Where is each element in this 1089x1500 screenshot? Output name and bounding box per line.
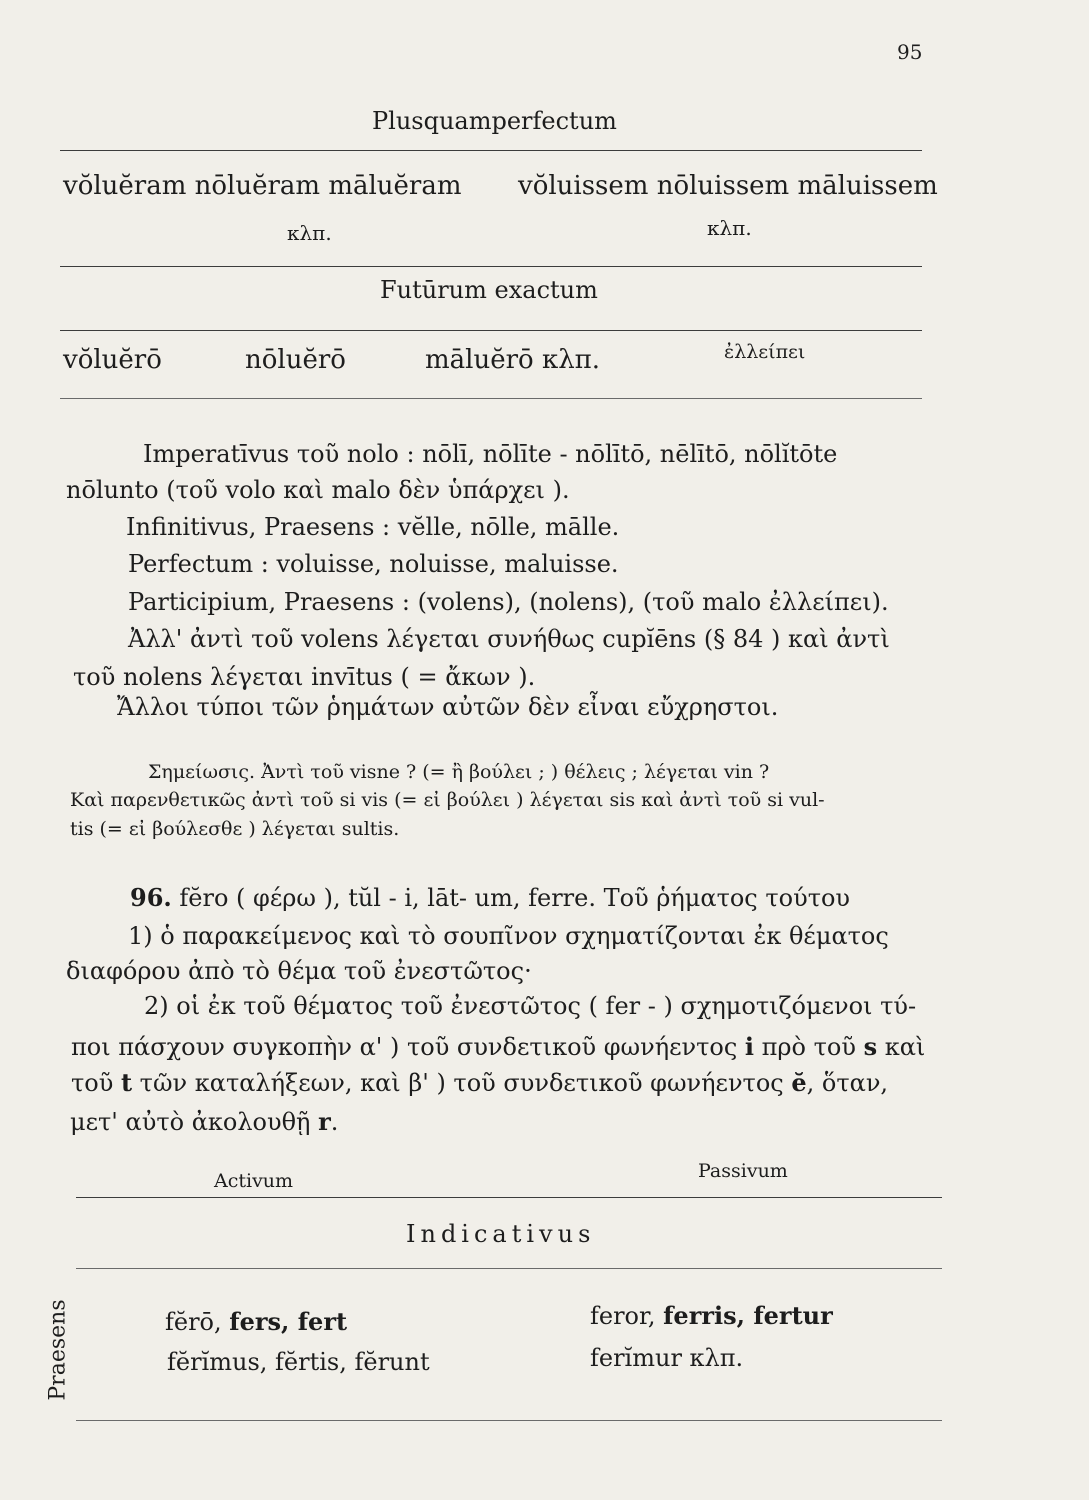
text-line bbox=[70, 1107, 338, 1136]
futurum-form-nolo: nōluĕrō bbox=[245, 345, 346, 375]
divider bbox=[76, 1197, 942, 1198]
divider bbox=[60, 266, 922, 267]
activum-row-1 bbox=[165, 1307, 347, 1336]
divider bbox=[60, 398, 922, 399]
text-line: Infinitivus, Praesens : vĕlle, nōlle, mālle. bbox=[126, 513, 620, 541]
passivum-row-1 bbox=[590, 1301, 833, 1330]
activum-label: Activum bbox=[214, 1170, 294, 1192]
futurum-form-volo: vŏluĕrō bbox=[63, 345, 162, 375]
text-fragment: fĕrō, bbox=[165, 1308, 230, 1336]
text-fragment: . bbox=[330, 1108, 339, 1136]
text-line bbox=[71, 1032, 925, 1061]
futurum-form-malo: māluĕrō κλπ. bbox=[425, 345, 601, 375]
divider bbox=[60, 150, 922, 151]
passivum-label: Passivum bbox=[698, 1160, 788, 1182]
note-line: Καὶ παρενθετικῶς ἀντὶ τοῦ si vis (= εἰ βούλει ) λέγεται sis καὶ ἀντὶ τοῦ si vul- bbox=[70, 789, 825, 811]
text-fragment: μετ' αὐτὸ ἀκολουθῇ bbox=[70, 1108, 319, 1136]
text-fragment: τοῦ bbox=[71, 1069, 121, 1097]
text-line: Perfectum : voluisse, noluisse, maluisse. bbox=[128, 550, 619, 578]
plusquamperfectum-right-forms: vŏluissem nōluissem māluissem bbox=[518, 171, 938, 201]
text-fragment-bold: ferris, fertur bbox=[663, 1301, 833, 1330]
plusquamperfectum-right-etc: κλπ. bbox=[707, 216, 752, 240]
text-line: διαφόρου ἀπὸ τὸ θέμα τοῦ ἐνεστῶτος· bbox=[66, 957, 532, 985]
text-line bbox=[71, 1068, 888, 1097]
text-fragment: καὶ bbox=[877, 1033, 926, 1061]
text-fragment: ποι πάσχουν συγκοπὴν α' ) τοῦ συνδετικοῦ φωνήεντος bbox=[71, 1033, 745, 1061]
text-fragment: feror, bbox=[590, 1302, 664, 1330]
note-line: tis (= εἰ βούλεσθε ) λέγεται sultis. bbox=[70, 818, 400, 840]
futurum-exactum-heading: Futūrum exactum bbox=[380, 276, 598, 304]
text-line: nōlunto (τοῦ volo καὶ malo δὲν ὑπάρχει ). bbox=[66, 476, 570, 504]
passivum-row-2: ferĭmur κλπ. bbox=[590, 1344, 744, 1372]
text-line: Ἄλλοι τύποι τῶν ῥημάτων αὐτῶν δὲν εἶναι εὔχρηστοι. bbox=[117, 693, 779, 721]
plusquamperfectum-left-forms: vŏluĕram nōluĕram māluĕram bbox=[63, 171, 462, 201]
text-line: Ἀλλ' ἀντὶ τοῦ volens λέγεται συνήθως cupĭēns (§ 84 ) καὶ ἀντὶ bbox=[128, 625, 890, 653]
text-line: Imperatīvus τοῦ nolo : nōlī, nōlīte - nōlītō, nēlītō, nōlĭtōte bbox=[143, 440, 838, 468]
indicativus-heading: Indicativus bbox=[406, 1220, 596, 1248]
note-line: Σημείωσις. Ἀντὶ τοῦ visne ? (= ἢ βούλει ; ) θέλεις ; λέγεται vin ? bbox=[148, 761, 770, 783]
text-fragment-bold: t bbox=[120, 1068, 133, 1097]
text-fragment-bold: ĕ bbox=[791, 1068, 807, 1097]
text-fragment: πρὸ τοῦ bbox=[754, 1033, 864, 1061]
text-fragment-bold: fers, fert bbox=[229, 1307, 348, 1336]
section-number: 96. bbox=[130, 883, 172, 912]
futurum-note: ἐλλείπει bbox=[724, 341, 806, 363]
text-fragment: , ὅταν, bbox=[806, 1069, 889, 1097]
section-96-line bbox=[130, 883, 850, 912]
page-number: 95 bbox=[897, 40, 923, 64]
text-line: 1) ὁ παρακείμενος καὶ τὸ σουπῖνον σχηματίζονται ἐκ θέματος bbox=[128, 922, 889, 950]
activum-row-2: fĕrĭmus, fĕrtis, fĕrunt bbox=[167, 1348, 430, 1376]
text-fragment-bold: r bbox=[318, 1107, 331, 1136]
plusquamperfectum-heading: Plusquamperfectum bbox=[372, 107, 617, 135]
divider bbox=[60, 330, 922, 331]
divider bbox=[76, 1420, 942, 1421]
section-96-text: fĕro ( φέρω ), tŭl - i, lāt- um, ferre. Τοῦ ῥήματος τούτου bbox=[179, 884, 851, 912]
text-line: τοῦ nolens λέγεται invītus ( = ἄκων ). bbox=[73, 663, 536, 691]
divider bbox=[76, 1268, 942, 1269]
text-fragment-bold: s bbox=[863, 1032, 878, 1061]
praesens-label: Praesens bbox=[45, 1299, 71, 1401]
text-fragment: τῶν καταλήξεων, καὶ β' ) τοῦ συνδετικοῦ φωνήεντος bbox=[132, 1069, 792, 1097]
text-line: Participium, Praesens : (volens), (nolens), (τοῦ malo ἐλλείπει). bbox=[128, 588, 889, 616]
text-line: 2) οἱ ἐκ τοῦ θέματος τοῦ ἐνεστῶτος ( fer - ) σχημοτιζόμενοι τύ- bbox=[144, 992, 917, 1020]
text-fragment-bold: i bbox=[744, 1032, 755, 1061]
plusquamperfectum-left-etc: κλπ. bbox=[287, 221, 332, 245]
